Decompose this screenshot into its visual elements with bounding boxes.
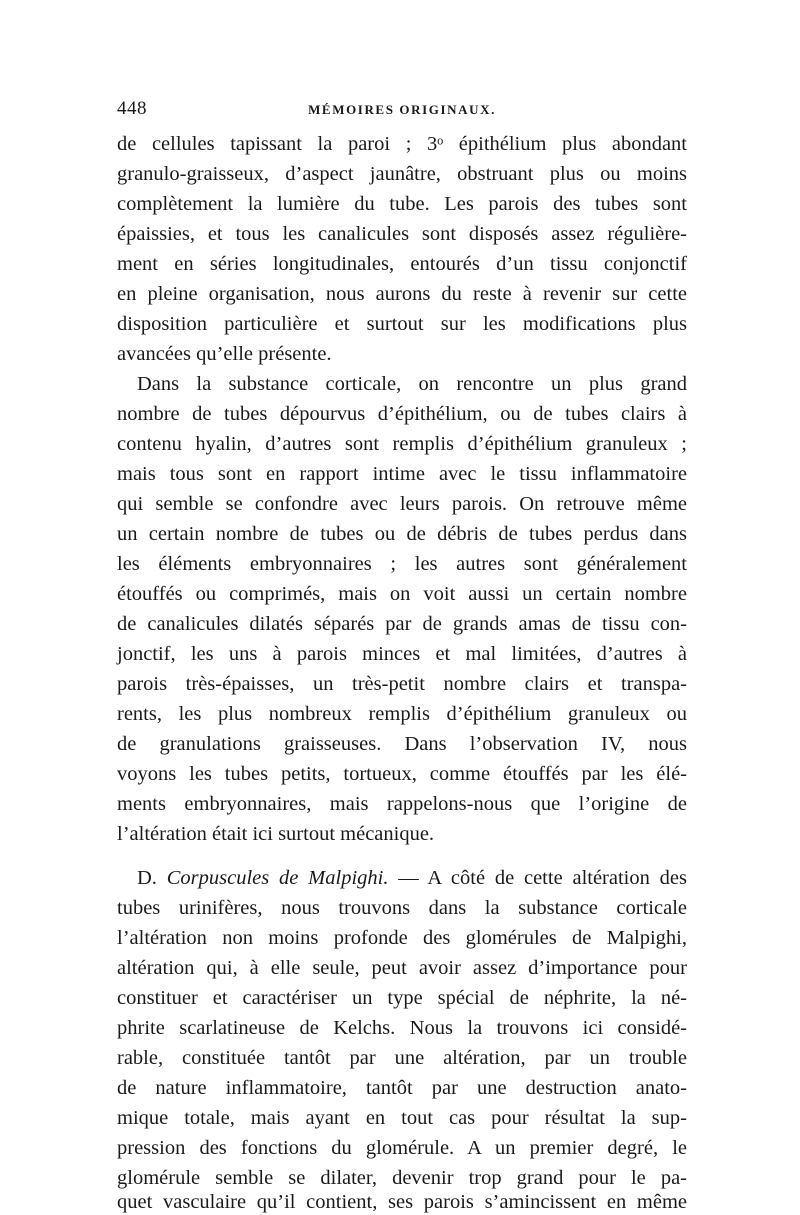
text-line: l’altération non moins profonde des glomérules de Malpighi,: [117, 927, 687, 949]
text-line: voyons les tubes petits, tortueux, comme étouffés par les élé-: [117, 763, 687, 785]
text-line: en pleine organisation, nous aurons du reste à revenir sur cette: [117, 283, 687, 305]
text-line: glomérule semble se dilater, devenir trop grand pour le pa-: [117, 1167, 687, 1189]
text-line: étouffés ou comprimés, mais on voit aussi un certain nombre: [117, 583, 687, 605]
text-line: tubes urinifères, nous trouvons dans la substance corticale: [117, 897, 687, 919]
text-line: rable, constituée tantôt par une altération, par un trouble: [117, 1047, 687, 1069]
text-line: l’altération était ici surtout mécanique.: [117, 823, 435, 845]
text-line: contenu hyalin, d’autres sont remplis d’épithélium granuleux ;: [117, 433, 687, 455]
section-letter: D.: [137, 867, 157, 889]
text-line: avancées qu’elle présente.: [117, 343, 332, 365]
text-line: granulo-graisseux, d’aspect jaunâtre, obstruant plus ou moins: [117, 163, 687, 185]
text-line: épaissies, et tous les canalicules sont disposés assez régulière-: [117, 223, 687, 245]
text-line: rents, les plus nombreux remplis d’épithélium granuleux ou: [117, 703, 687, 725]
text-line: pression des fonctions du glomérule. A un premier degré, le: [117, 1137, 687, 1159]
text-line: ments embryonnaires, mais rappelons-nous que l’origine de: [117, 793, 687, 815]
text-line: constituer et caractériser un type spécial de néphrite, la né-: [117, 987, 687, 1009]
text-line: mique totale, mais ayant en tout cas pour résultat la sup-: [117, 1107, 687, 1129]
text-line: ment en séries longitudinales, entourés d’un tissu conjonctif: [117, 253, 687, 275]
text-line: de cellules tapissant la paroi ; 3ᵒ épithélium plus abondant: [117, 133, 687, 155]
text-line: de nature inflammatoire, tantôt par une destruction anato-: [117, 1077, 687, 1099]
text-line: de canalicules dilatés séparés par de grands amas de tissu con-: [117, 613, 687, 635]
text-line: nombre de tubes dépourvus d’épithélium, ou de tubes clairs à: [117, 403, 687, 425]
text-line: de granulations graisseuses. Dans l’observation IV, nous: [117, 733, 687, 755]
section-heading-line: [137, 863, 687, 893]
text-line: Dans la substance corticale, on rencontre un plus grand: [137, 373, 687, 395]
text-line: disposition particulière et surtout sur les modifications plus: [117, 313, 687, 335]
text-line: mais tous sont en rapport intime avec le tissu inflammatoire: [117, 463, 687, 485]
text-line: un certain nombre de tubes ou de débris de tubes perdus dans: [117, 523, 687, 545]
text-line: altération qui, à elle seule, peut avoir assez d’importance pour: [117, 957, 687, 979]
page-number: 448: [117, 98, 147, 119]
text-line: les éléments embryonnaires ; les autres sont généralement: [117, 553, 687, 575]
section-intro: — A côté de cette altération des: [398, 867, 687, 889]
text-line: quet vasculaire qu’il contient, ses parois s’amincissent en même: [117, 1191, 687, 1213]
text-line: jonctif, les uns à parois minces et mal limitées, d’autres à: [117, 643, 687, 665]
running-title: MÉMOIRES ORIGINAUX.: [308, 102, 496, 117]
section-title: Corpuscules de Malpighi.: [166, 867, 389, 889]
running-head: [117, 98, 687, 122]
text-line: phrite scarlatineuse de Kelchs. Nous la trouvons ici considé-: [117, 1017, 687, 1039]
text-line: complètement la lumière du tube. Les parois des tubes sont: [117, 193, 687, 215]
text-line: qui semble se confondre avec leurs parois. On retrouve même: [117, 493, 687, 515]
text-line: parois très-épaisses, un très-petit nombre clairs et transpa-: [117, 673, 687, 695]
